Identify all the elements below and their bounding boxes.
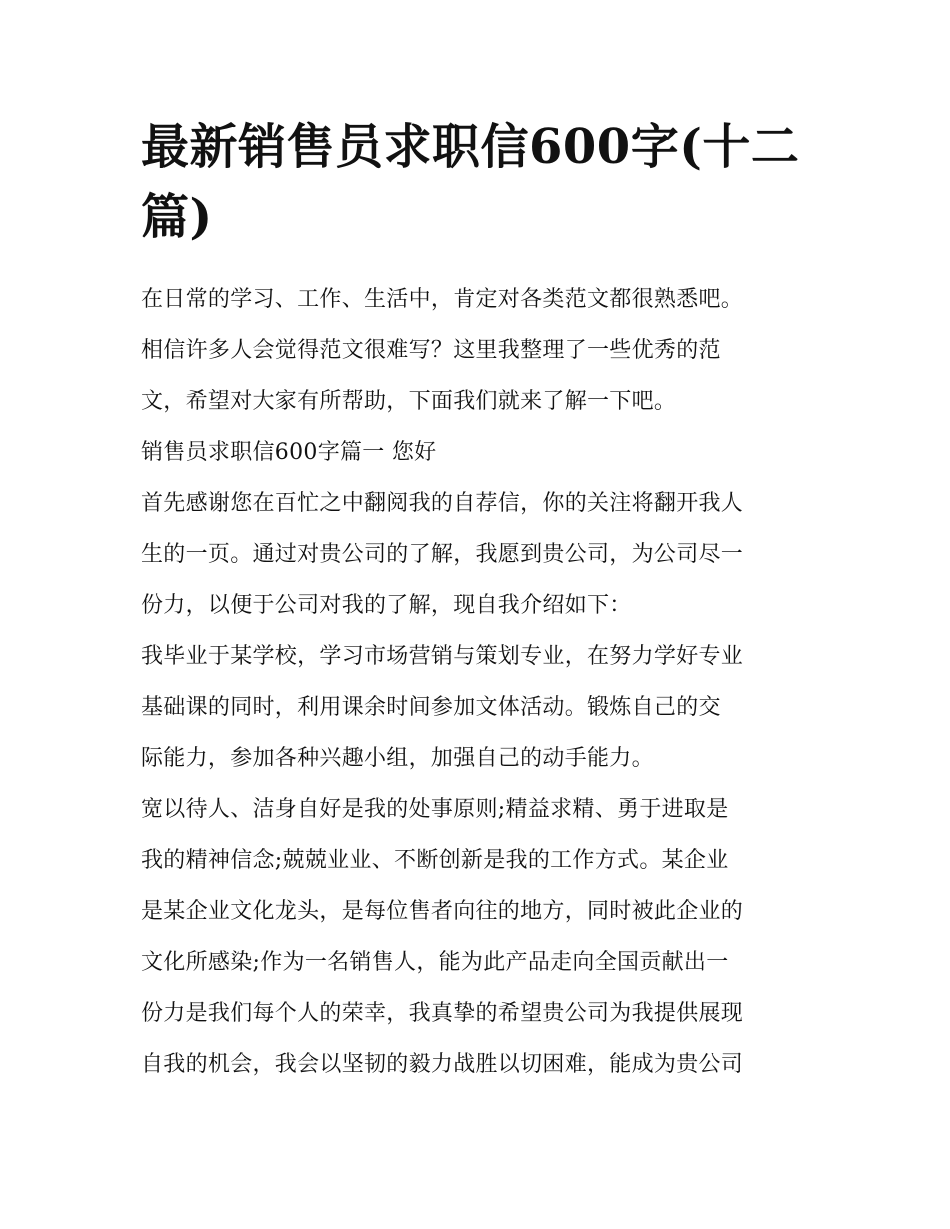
paragraph-heading-section-one: 销售员求职信600字篇一 您好 xyxy=(141,440,437,465)
paragraph-intro: 在日常的学习、工作、生活中，肯定对各类范文都很熟悉吧。 相信许多人会觉得范文很难写？这里我整理了一些优秀的范 文，希望对大家有所帮助，下面我们就来了解一下吧。 xyxy=(141,287,744,414)
document-content xyxy=(141,112,813,1090)
document-title: 最新销售员求职信600字(十二 篇) xyxy=(141,119,800,245)
paragraph-education: 我毕业于某学校，学习市场营销与策划专业，在努力学好专业 基础课的同时，利用课余时间参加文体活动。锻炼自己的交 际能力，参加各种兴趣小组，加强自己的动手能力。 xyxy=(141,644,744,771)
paragraph-principles: 宽以待人、洁身自好是我的处事原则;精益求精、勇于进取是 我的精神信念;兢兢业业、不断创新是我的工作方式。某企业 是某企业文化龙头，是每位售者向往的地方，同时被此企业的 文化所感染;作为一名销售人，能为此产品走向全国贡献出一 份力是我们每个人的荣幸，我真挚的希望贵公司为我提供展现 自我的机会，我会以坚韧的毅力战胜以切困难，能成为贵公司 xyxy=(141,797,744,1077)
paragraph-opening: 首先感谢您在百忙之中翻阅我的自荐信，你的关注将翻开我人 生的一页。通过对贵公司的了解，我愿到贵公司，为公司尽一 份力，以便于公司对我的了解，现自我介绍如下： xyxy=(141,491,744,618)
